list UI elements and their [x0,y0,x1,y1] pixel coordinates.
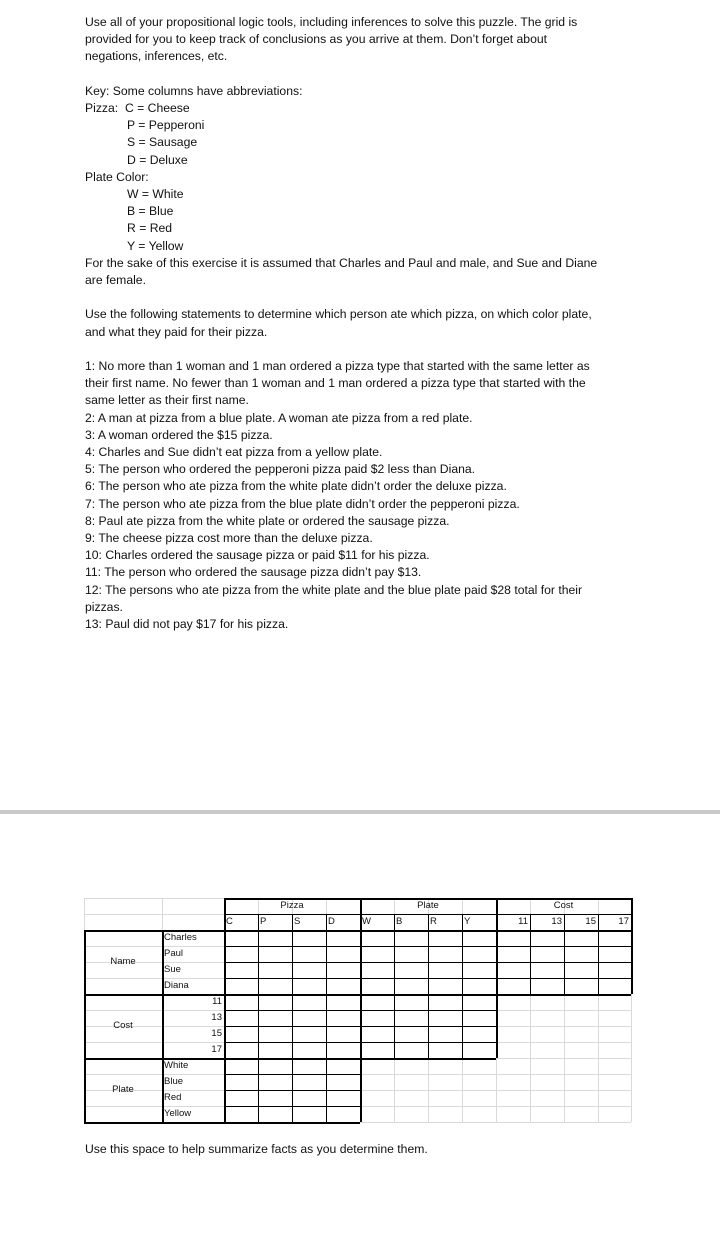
grid-cell[interactable] [496,962,530,978]
grid-cell[interactable] [462,978,496,994]
grid-cell[interactable] [292,930,326,946]
name-row-label: Charles [164,932,197,943]
statement-line: their first name. No fewer than 1 woman and 1 man ordered a pizza type that started with the [85,376,586,391]
grid-cell[interactable] [428,978,462,994]
grid-cell[interactable] [224,962,258,978]
grid-cell[interactable] [598,962,631,978]
statement-line: 10: Charles ordered the sausage pizza or paid $11 for his pizza. [85,548,430,563]
plate-row-label: Red [164,1092,182,1103]
cell-border [292,914,293,1122]
grid-cell[interactable] [360,978,394,994]
grid-cell[interactable] [462,930,496,946]
cost-col-label: 17 [618,916,629,927]
plate-header: Plate [417,900,439,911]
cell-border [224,1058,496,1059]
statement-line: 4: Charles and Sue didn’t eat pizza from a yellow plate. [85,445,383,460]
cell-border [462,914,463,1058]
grid-cell[interactable] [224,994,258,1010]
grid-cell[interactable] [326,946,360,962]
grid-cell[interactable] [258,930,292,946]
cost-header: Cost [553,900,574,911]
grid-cell[interactable] [564,930,598,946]
block-border [631,898,633,994]
intro-line: provided for you to keep track of conclusions as you arrive at them. Don’t forget about [85,32,548,47]
cell-border [224,1010,496,1011]
grid-cell[interactable] [224,946,258,962]
grid-cell[interactable] [428,946,462,962]
key-item: R = Red [127,221,173,236]
cost-row-label: 15 [211,1028,222,1039]
statement-line: 1: No more than 1 woman and 1 man ordered a pizza type that started with the same letter as [85,359,590,374]
pizza-col-label: S [294,916,301,927]
grid-cell[interactable] [326,1074,360,1090]
grid-cell[interactable] [428,1010,462,1026]
statement-line: 7: The person who ate pizza from the blue plate didn’t order the pepperoni pizza. [85,496,520,511]
grid-cell[interactable] [326,930,360,946]
grid-cell[interactable] [326,962,360,978]
plate-col-label: W [362,916,371,927]
cost-row-label: 11 [212,996,222,1007]
statement-line: 2: A man at pizza from a blue plate. A woman ate pizza from a red plate. [85,410,473,425]
grid-cell[interactable] [224,978,258,994]
instruction-line: Use the following statements to determine which person ate which pizza, on which color plate, [85,307,592,322]
page-divider [0,810,720,814]
name-group-label: Name [110,956,136,967]
grid-cell[interactable] [564,978,598,994]
grid-cell[interactable] [326,978,360,994]
grid-cell[interactable] [496,978,530,994]
grid-cell[interactable] [258,1106,292,1122]
grid-cell[interactable] [258,946,292,962]
key-pizza-row [85,100,635,117]
grid-cell[interactable] [326,1010,360,1026]
statement-line: same letter as their first name. [85,393,249,408]
grid-cell[interactable] [326,994,360,1010]
grid-cell[interactable] [292,978,326,994]
key-heading: Key: Some columns have abbreviations: [85,83,303,98]
grid-cell[interactable] [360,946,394,962]
plate-col-label: Y [464,916,471,927]
grid-cell[interactable] [428,1026,462,1042]
plate-row-label: Yellow [164,1108,192,1119]
cell-border [224,1042,496,1043]
statement-line: 12: The persons who ate pizza from the white plate and the blue plate paid $28 total for their [85,582,583,597]
grid-cell[interactable] [292,994,326,1010]
plate-col-label: B [396,916,403,927]
assumption-line: are female. [85,273,146,288]
key-plate-label: Plate Color: [85,169,149,184]
grid-cell[interactable] [428,962,462,978]
grid-cell[interactable] [360,962,394,978]
plate-row-label: White [164,1060,189,1071]
grid-cell[interactable] [258,1026,292,1042]
grid-cell[interactable] [394,1042,428,1058]
grid-cell[interactable] [394,1026,428,1042]
grid-cell[interactable] [394,946,428,962]
instruction-line: and what they paid for their pizza. [85,324,268,339]
key-item: P = Pepperoni [127,118,205,133]
statement-list [85,358,635,633]
intro-line: negations, inferences, etc. [85,49,228,64]
statement-line: 3: A woman ordered the $15 pizza. [85,427,273,442]
grid-cell[interactable] [394,930,428,946]
statement-line: 6: The person who ate pizza from the white plate didn’t order the deluxe pizza. [85,479,507,494]
grid-cell[interactable] [224,1058,258,1074]
grid-cell[interactable] [258,1074,292,1090]
grid-cell[interactable] [428,1042,462,1058]
cost-col-label: 15 [585,916,596,927]
name-row-label: Paul [164,948,184,959]
cell-border [224,1026,496,1027]
footer-note: Use this space to help summarize facts as you determine them. [85,1142,428,1156]
grid-cell[interactable] [258,962,292,978]
grid-cell[interactable] [326,1042,360,1058]
grid-cell[interactable] [258,978,292,994]
cell-border [428,914,429,1058]
grid-cell[interactable] [224,1026,258,1042]
grid-cell[interactable] [462,946,496,962]
grid-cell[interactable] [360,1010,394,1026]
grid-cell[interactable] [292,962,326,978]
grid-cell[interactable] [394,1010,428,1026]
name-row-label: Diana [164,980,189,991]
grid-cell[interactable] [530,962,564,978]
grid-cell[interactable] [598,978,631,994]
grid-cell[interactable] [224,1074,258,1090]
grid-cell[interactable] [530,946,564,962]
statement-line: pizzas. [85,599,123,614]
grid-cell[interactable] [360,994,394,1010]
key-pizza-label: Pizza: [85,101,119,115]
grid-cell[interactable] [258,1090,292,1106]
grid-cell[interactable] [292,1042,326,1058]
key-item: S = Sausage [127,135,198,150]
grid-cell[interactable] [462,1042,496,1058]
grid-cell[interactable] [292,1090,326,1106]
intro-line: Use all of your propositional logic tools, including inferences to solve this puzzle. The grid is [85,15,578,29]
grid-cell[interactable] [564,946,598,962]
statement-line: 5: The person who ordered the pepperoni pizza paid $2 less than Diana. [85,462,476,477]
grid-cell[interactable] [326,1106,360,1122]
grid-cell[interactable] [326,1058,360,1074]
statement-line: 11: The person who ordered the sausage pizza didn’t pay $13. [85,565,422,580]
pizza-col-label: P [260,916,267,927]
plate-col-label: R [430,916,437,927]
key-item: Y = Yellow [127,238,184,253]
grid-cell[interactable] [258,994,292,1010]
grid-cell[interactable] [326,1026,360,1042]
grid-cell[interactable] [224,1090,258,1106]
grid-cell[interactable] [428,930,462,946]
key-item: C = Cheese [124,101,190,115]
grid-cell[interactable] [224,930,258,946]
grid-cell[interactable] [292,1026,326,1042]
assumption-line: For the sake of this exercise it is assumed that Charles and Paul and male, and Sue and Diane [85,255,598,270]
key-item: D = Deluxe [127,152,188,167]
grid-cell[interactable] [462,994,496,1010]
grid-cell[interactable] [462,1010,496,1026]
grid-cell[interactable] [258,1010,292,1026]
grid-cell[interactable] [394,962,428,978]
grid-cell[interactable] [292,1010,326,1026]
cell-border [394,914,395,1058]
grid-cell[interactable] [224,1010,258,1026]
grid-cell[interactable] [496,946,530,962]
grid-cell[interactable] [292,946,326,962]
grid-cell[interactable] [224,1106,258,1122]
grid-cell[interactable] [394,994,428,1010]
grid-cell[interactable] [428,994,462,1010]
name-row-label: Sue [164,964,181,975]
pizza-col-label: C [226,916,233,927]
grid-cell[interactable] [360,1026,394,1042]
grid-cell[interactable] [564,962,598,978]
grid-cell[interactable] [530,930,564,946]
grid-cell[interactable] [360,930,394,946]
grid-cell[interactable] [258,1058,292,1074]
grid-cell[interactable] [360,1042,394,1058]
grid-cell[interactable] [224,1042,258,1058]
statement-line: 13: Paul did not pay $17 for his pizza. [85,617,289,632]
cost-row-label: 13 [211,1012,222,1023]
grid-cell[interactable] [394,978,428,994]
cost-row-label: 17 [211,1044,222,1055]
grid-cell[interactable] [530,978,564,994]
plate-row-label: Blue [164,1076,184,1087]
grid-cell[interactable] [292,1074,326,1090]
grid-cell[interactable] [496,930,530,946]
cost-col-label: 13 [551,916,562,927]
cell-border [258,914,259,1122]
cell-border [326,914,327,1122]
grid-cell[interactable] [598,946,631,962]
grid-cell[interactable] [292,1106,326,1122]
block-border [84,1122,360,1124]
cost-group-label: Cost [113,1020,133,1031]
statement-line: 8: Paul ate pizza from the white plate or ordered the sausage pizza. [85,513,450,528]
statement-line: 9: The cheese pizza cost more than the deluxe pizza. [85,531,373,546]
pizza-col-label: D [328,916,335,927]
key-item: B = Blue [127,204,174,219]
plate-group-label: Plate [112,1084,134,1095]
grid-cell[interactable] [462,1026,496,1042]
key-item: W = White [127,187,184,202]
grid-cell[interactable] [598,930,631,946]
cost-col-label: 11 [518,916,528,927]
pizza-header: Pizza [280,900,304,911]
grid-cell[interactable] [326,1090,360,1106]
grid-cell[interactable] [462,962,496,978]
grid-cell[interactable] [258,1042,292,1058]
grid-cell[interactable] [292,1058,326,1074]
